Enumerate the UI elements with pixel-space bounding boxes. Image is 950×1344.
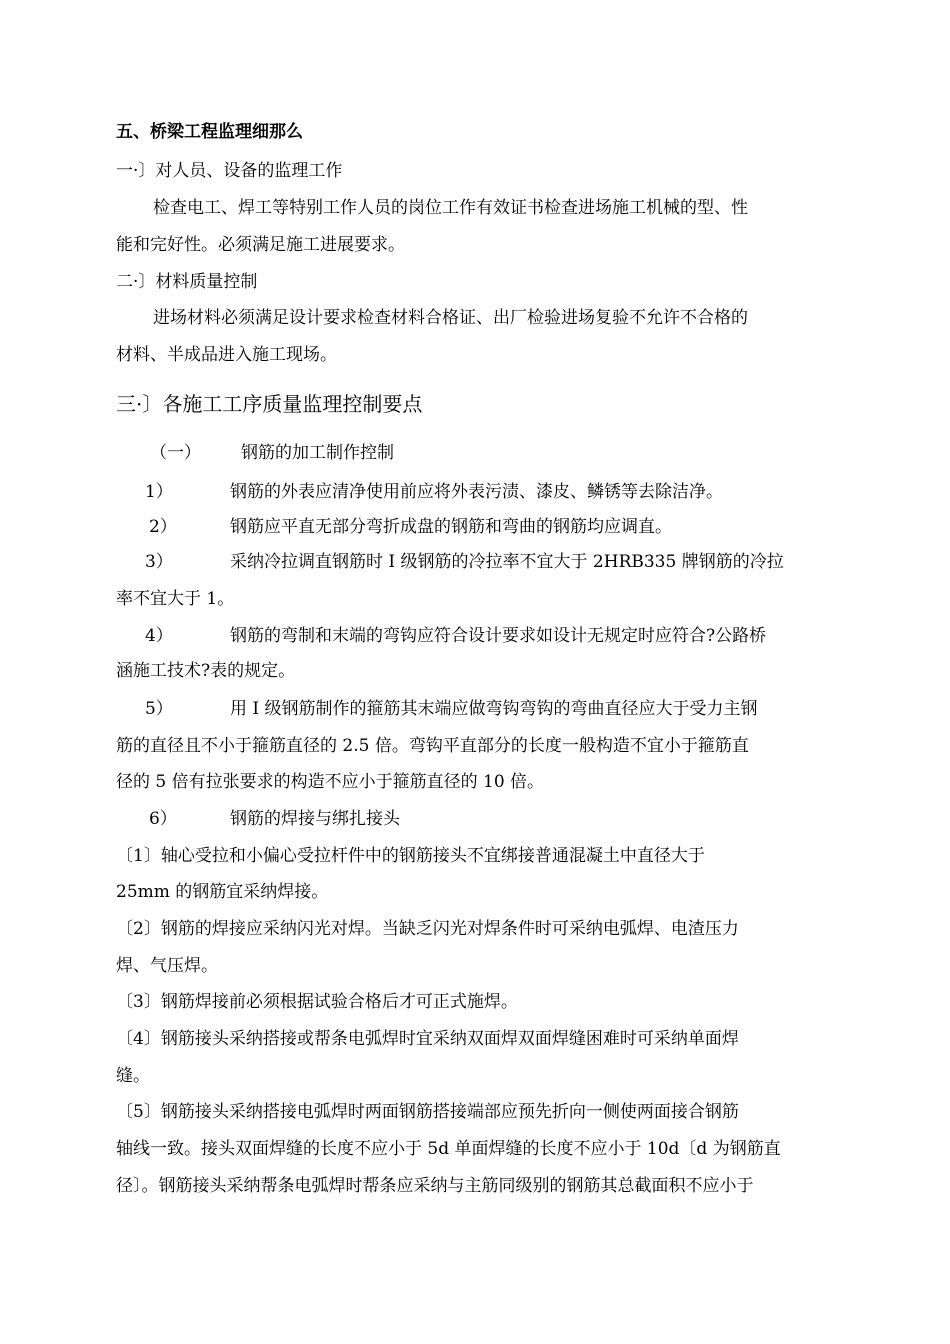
item-5-line-2: 筋的直径且不小于箍筋直径的 2.5 倍。弯钩平直部分的长度一般构造不宜小于箍筋直	[116, 736, 749, 756]
item-6-line-1: 钢筋的焊接与绑扎接头	[230, 809, 400, 829]
item-2-number: 2）	[149, 517, 177, 537]
item-1-number: 1）	[145, 482, 173, 502]
weld-1-line-1: 〔1〕轴心受拉和小偏心受拉杆件中的钢筋接头不宜绑接普通混凝土中直径大于	[116, 846, 705, 866]
section-2-heading: 二·〕材料质量控制	[116, 272, 258, 292]
weld-1-line-2: 25mm 的钢筋宜采纳焊接。	[116, 882, 329, 902]
item-3-number: 3）	[145, 552, 173, 572]
section-2-paragraph-line-1: 进场材料必须满足设计要求检查材料合格证、出厂检验进场复验不允许不合格的	[153, 308, 748, 328]
weld-5-line-3: 径〕。钢筋接头采纳帮条电弧焊时帮条应采纳与主筋同级别的钢筋其总截面积不应小于	[116, 1176, 754, 1196]
weld-4-line-2: 缝。	[116, 1066, 150, 1086]
item-5-number: 5）	[145, 699, 173, 719]
item-4-line-1: 钢筋的弯制和末端的弯钩应符合设计要求如设计无规定时应符合?公路桥	[230, 626, 767, 646]
item-4-line-2: 涵施工技术?表的规定。	[116, 661, 296, 681]
section-3-heading: 三·〕各施工工序质量监理控制要点	[116, 392, 423, 416]
section-1-paragraph-line-1: 检查电工、焊工等特别工作人员的岗位工作有效证书检查进场施工机械的型、性	[153, 198, 748, 218]
section-1-heading: 一·〕对人员、设备的监理工作	[116, 161, 343, 181]
section-1-paragraph-line-2: 能和完好性。必须满足施工进展要求。	[116, 235, 405, 255]
item-1-line-1: 钢筋的外表应清净使用前应将外表污渍、漆皮、鳞锈等去除洁净。	[230, 482, 723, 502]
item-3-line-1: 采纳冷拉调直钢筋时 I 级钢筋的冷拉率不宜大于 2HRB335 牌钢筋的冷拉	[230, 552, 784, 572]
subsection-1-number: （一）	[150, 443, 201, 463]
weld-2-line-2: 焊、气压焊。	[116, 956, 218, 976]
item-2-line-1: 钢筋应平直无部分弯折成盘的钢筋和弯曲的钢筋均应调直。	[230, 517, 672, 537]
item-5-line-1: 用 I 级钢筋制作的箍筋其末端应做弯钩弯钩的弯曲直径应大于受力主钢	[230, 699, 758, 719]
weld-4-line-1: 〔4〕钢筋接头采纳搭接或帮条电弧焊时宜采纳双面焊双面焊缝困难时可采纳单面焊	[116, 1029, 739, 1049]
weld-5-line-2: 轴线一致。接头双面焊缝的长度不应小于 5d 单面焊缝的长度不应小于 10d〔d 为钢筋直	[116, 1139, 781, 1159]
weld-5-line-1: 〔5〕钢筋接头采纳搭接电弧焊时两面钢筋搭接端部应预先折向一侧使两面接合钢筋	[116, 1102, 739, 1122]
item-6-number: 6）	[149, 809, 177, 829]
subsection-1-title: 钢筋的加工制作控制	[241, 443, 394, 463]
item-4-number: 4）	[145, 626, 173, 646]
weld-3-line-1: 〔3〕钢筋焊接前必须根据试验合格后才可正式施焊。	[116, 992, 518, 1012]
section-2-paragraph-line-2: 材料、半成品进入施工现场。	[116, 345, 337, 365]
item-3-line-2: 率不宜大于 1。	[116, 589, 235, 609]
item-5-line-3: 径的 5 倍有拉张要求的构造不应小于箍筋直径的 10 倍。	[116, 772, 545, 792]
page-title: 五、桥梁工程监理细那么	[116, 122, 303, 142]
weld-2-line-1: 〔2〕钢筋的焊接应采纳闪光对焊。当缺乏闪光对焊条件时可采纳电弧焊、电渣压力	[116, 919, 739, 939]
